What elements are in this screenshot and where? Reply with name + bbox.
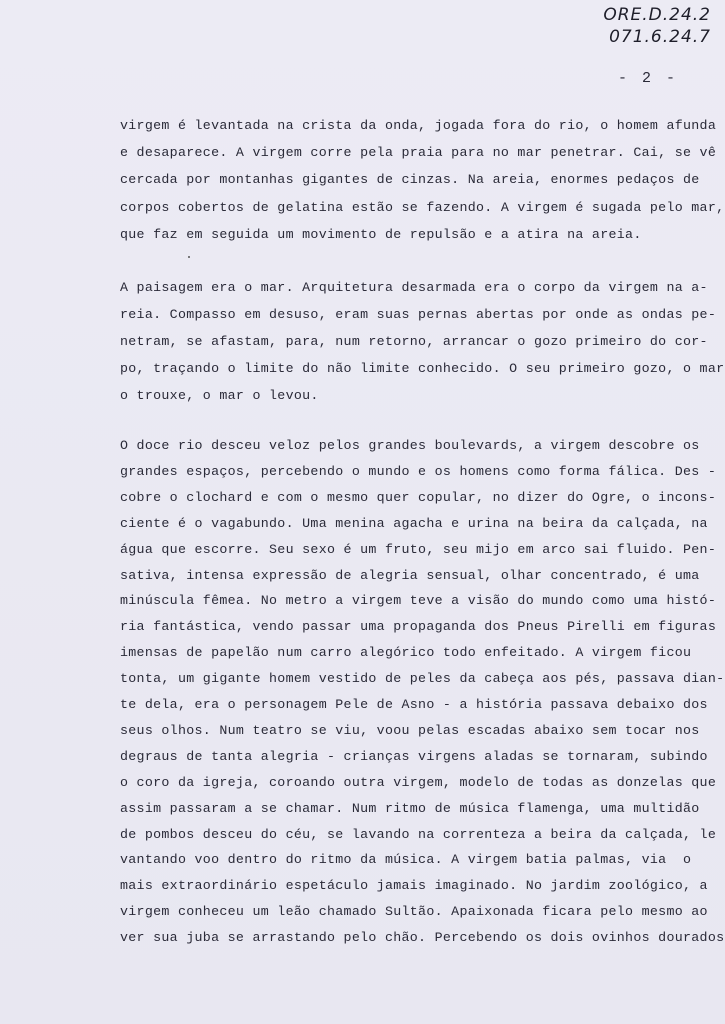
text-line: po, traçando o limite do não limite conhecido. O seu primeiro gozo, o mar xyxy=(120,361,725,376)
text-line: o coro da igreja, coroando outra virgem, modelo de todas as donzelas que xyxy=(120,774,717,790)
text-line: virgem conheceu um leão chamado Sultão. Apaixonada ficara pelo mesmo ao xyxy=(120,904,708,920)
text-line: cobre o clochard e com o mesmo quer copular, no dizer do Ogre, o incons- xyxy=(120,489,717,505)
text-line: ciente é o vagabundo. Uma menina agacha e urina na beira da calçada, na xyxy=(120,515,708,531)
text-line: netram, se afastam, para, num retorno, arrancar o gozo primeiro do cor- xyxy=(120,334,708,349)
archive-code-2: 071.6.24.7 xyxy=(609,27,711,47)
text-line: A paisagem era o mar. Arquitetura desarmada era o corpo da virgem na a- xyxy=(120,280,708,295)
text-line: de pombos desceu do céu, se lavando na correnteza a beira da calçada, le xyxy=(120,826,717,842)
text-line: sativa, intensa expressão de alegria sensual, olhar concentrado, é uma xyxy=(120,567,700,583)
text-line: reia. Compasso em desuso, eram suas pernas abertas por onde as ondas pe- xyxy=(120,307,717,322)
text-line: vantando voo dentro do ritmo da música. A virgem batia palmas, via o xyxy=(120,852,692,868)
archive-code-1: ORE.D.24.2 xyxy=(603,5,711,25)
text-line: mais extraordinário espetáculo jamais imaginado. No jardim zoológico, a xyxy=(120,878,708,894)
archive-reference xyxy=(603,4,711,48)
text-line: e desaparece. A virgem corre pela praia para no mar penetrar. Cai, se vê xyxy=(120,145,717,161)
text-line: degraus de tanta alegria - crianças virgens aladas se tornaram, subindo xyxy=(120,748,708,764)
text-line: virgem é levantada na crista da onda, jogada fora do rio, o homem afunda xyxy=(120,118,717,133)
text-line: que faz em seguida um movimento de repulsão e a atira na areia. xyxy=(120,226,642,242)
text-line: água que escorre. Seu sexo é um fruto, seu mijo em arco sai fluido. Pen- xyxy=(120,541,717,557)
text-line: ver sua juba se arrastando pelo chão. Percebendo os dois ovinhos dourados xyxy=(120,930,725,946)
text-line: minúscula fêmea. No metro a virgem teve a visão do mundo como uma histó- xyxy=(120,593,717,609)
text-line: corpos cobertos de gelatina estão se fazendo. A virgem é sugada pelo mar, xyxy=(120,199,725,215)
text-line: cercada por montanhas gigantes de cinzas. Na areia, enormes pedaços de xyxy=(120,172,700,188)
ink-speck xyxy=(188,256,190,258)
text-line: grandes espaços, percebendo o mundo e os homens como forma fálica. Des - xyxy=(120,463,717,479)
text-line: ria fantástica, vendo passar uma propaganda dos Pneus Pirelli em figuras xyxy=(120,619,717,635)
text-line: tonta, um gigante homem vestido de peles da cabeça aos pés, passava dian- xyxy=(120,671,725,687)
text-line: O doce rio desceu veloz pelos grandes boulevards, a virgem descobre os xyxy=(120,438,700,453)
text-line: imensas de papelão num carro alegórico todo enfeitado. A virgem ficou xyxy=(120,645,692,661)
text-line: assim passaram a se chamar. Num ritmo de música flamenga, uma multidão xyxy=(120,800,700,816)
text-line: o trouxe, o mar o levou. xyxy=(120,388,319,403)
text-line: te dela, era o personagem Pele de Asno - a história passava debaixo dos xyxy=(120,697,708,712)
text-line: seus olhos. Num teatro se viu, voou pelas escadas abaixo sem tocar nos xyxy=(120,722,700,738)
page-number: - 2 - xyxy=(618,70,679,87)
